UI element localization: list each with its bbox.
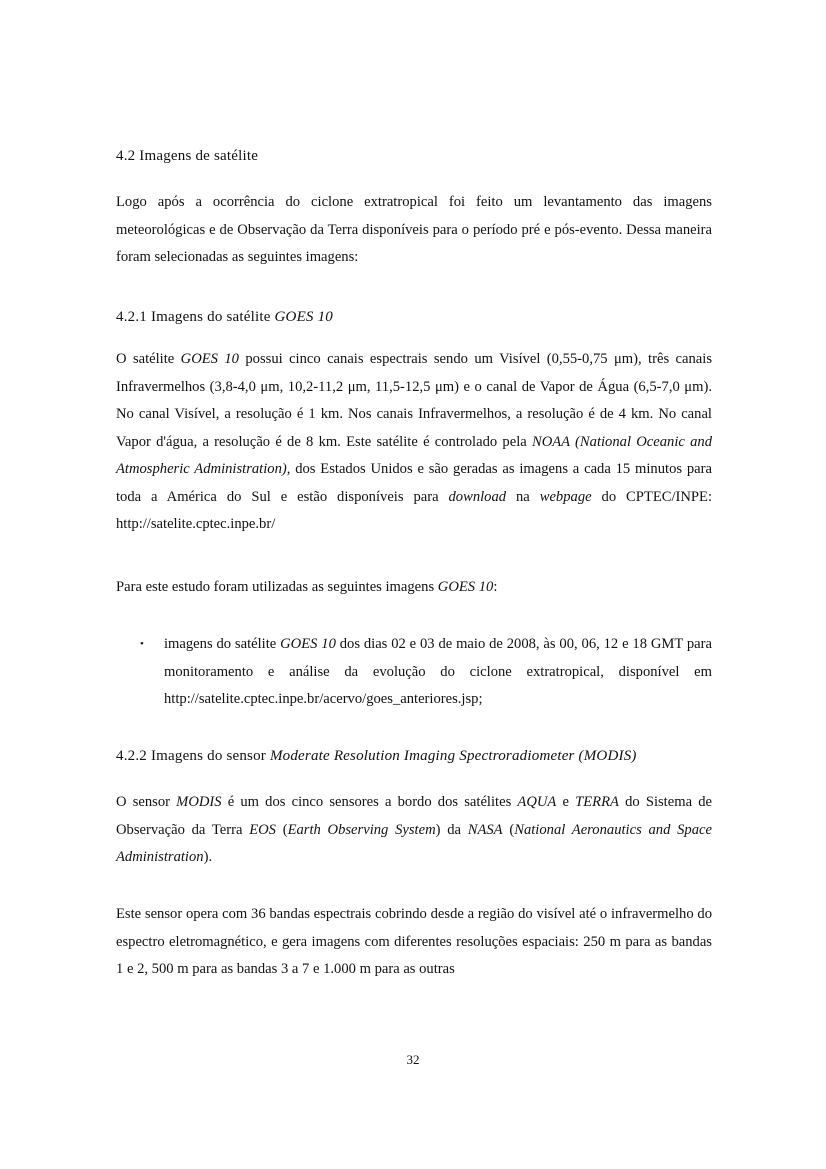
paragraph-goes10-description: O satélite GOES 10 possui cinco canais espectrais sendo um Visível (0,55-0,75 μm), três canais Infravermelhos (3,8-4,0 μm, 10,2-11,2 μm, 11,5-12,5 μm) e o canal de Vapor de Água (6,5-7,0 μm). No canal Visível, a resolução é 1 km. Nos canais Infravermelhos, a resolução é de 4 km. No canal Vapor d'água, a resolução é de 8 km. Este satélite é controlado pela NOAA (National Oceanic and Atmospheric Administration), dos Estados Unidos e são geradas as imagens a cada 15 minutos para toda a América do Sul e estão disponíveis para download na webpage do CPTEC/INPE: http://satelite.cptec.inpe.br/ (116, 351, 713, 532)
bullet-icon: • (140, 638, 144, 650)
page-number: 32 (406, 1052, 420, 1067)
paragraph-intro: Logo após a ocorrência do ciclone extratropical foi feito um levantamento das imagens meteorológicas e de Observação da Terra disponíveis para o período pré e pós-evento. Dessa maneira foram selecionadas as seguintes imagens: (116, 194, 712, 265)
section-heading-4-2-1: 4.2.1 Imagens do satélite GOES 10 (116, 309, 333, 325)
paragraph-modis-bands: Este sensor opera com 36 bandas espectrais cobrindo desde a região do visível até o infravermelho do espectro eletromagnético, e gera imagens com diferentes resoluções espaciais: 250 m para as bandas 1 e 2, 500 m para as bandas 3 a 7 e 1.000 m para as outras (116, 906, 712, 977)
paragraph-modis-description: O sensor MODIS é um dos cinco sensores a bordo dos satélites AQUA e TERRA do Sistema de Observação da Terra EOS (Earth Observing System) da NASA (National Aeronautics and Space Administration). (116, 794, 712, 865)
paragraph-goes10-images-used: Para este estudo foram utilizadas as seguintes imagens GOES 10: (116, 579, 498, 595)
section-heading-4-2: 4.2 Imagens de satélite (116, 148, 259, 164)
bullet-list (116, 631, 712, 714)
list-item: • imagens do satélite GOES 10 dos dias 02 e 03 de maio de 2008, às 00, 06, 12 e 18 GMT para monitoramento e análise da evolução do ciclone extratropical, disponível em http://satelite.cptec.inpe.br/acervo/goes_anteriores.jsp; (116, 631, 712, 714)
section-heading-4-2-2: 4.2.2 Imagens do sensor Moderate Resolution Imaging Spectroradiometer (MODIS) (116, 748, 637, 764)
